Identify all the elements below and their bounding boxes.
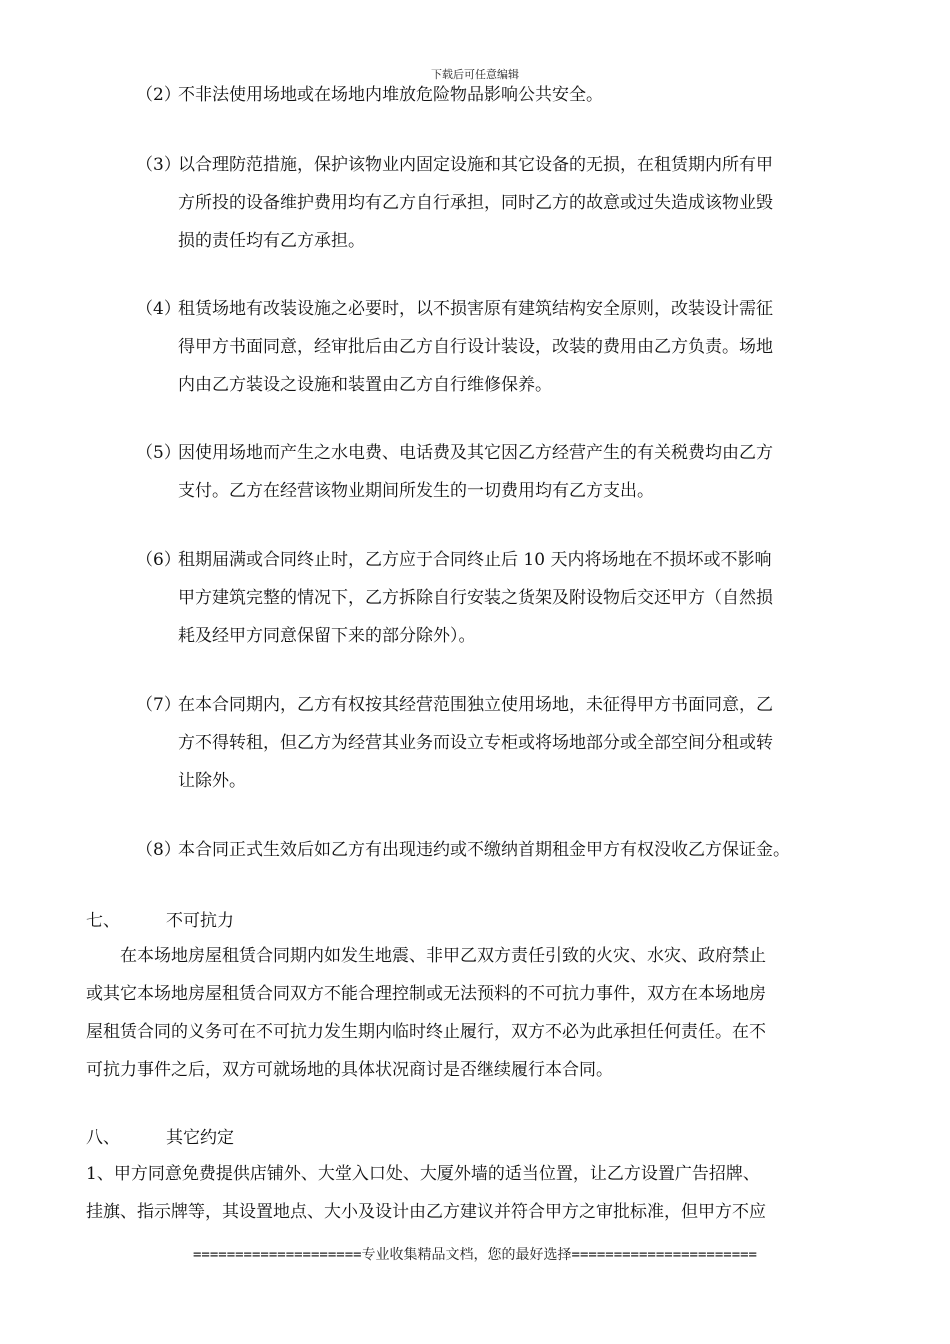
paragraph-line: 可抗力事件之后，双方可就场地的具体状况商讨是否继续履行本合同。: [86, 1060, 613, 1080]
clause-line: 损的责任均有乙方承担。: [178, 231, 365, 251]
clause-line: 不非法使用场地或在场地内堆放危险物品影响公共安全。: [178, 85, 603, 105]
clause-number: （4）: [136, 299, 181, 319]
clause-line: 租期届满或合同终止时，乙方应于合同终止后 10 天内将场地在不损坏或不影响: [178, 550, 772, 570]
clause-text: [136, 76, 876, 114]
clause-item-3: [136, 146, 876, 260]
clause-number: （5）: [136, 443, 181, 463]
clause-line: 甲方建筑完整的情况下，乙方拆除自行安装之货架及附设物后交还甲方（自然损: [178, 588, 773, 608]
clause-number: （8）: [136, 840, 181, 860]
clause-line: 租赁场地有改装设施之必要时，以不损害原有建筑结构安全原则，改装设计需征: [178, 299, 773, 319]
clause-item-7: [136, 686, 876, 800]
page-footer: ====================专业收集精品文档，您的最好选择======================: [192, 1247, 757, 1263]
section-heading-8: [86, 1123, 234, 1153]
clause-text: [136, 686, 876, 800]
clause-line: 本合同正式生效后如乙方有出现违约或不缴纳首期租金甲方有权没收乙方保证金。: [178, 840, 790, 860]
clause-item-8: [136, 831, 876, 869]
clause-line: 在本合同期内，乙方有权按其经营范围独立使用场地，未征得甲方书面同意，乙: [178, 695, 773, 715]
clause-text: [136, 290, 876, 404]
clause-line: 内由乙方装设之设施和装置由乙方自行维修保养。: [178, 375, 552, 395]
clause-item-5: [136, 434, 876, 510]
clause-item-4: [136, 290, 876, 404]
paragraph-line: 在本场地房屋租赁合同期内如发生地震、非甲乙双方责任引致的火灾、水灾、政府禁止: [86, 946, 766, 966]
clause-number: （7）: [136, 695, 181, 715]
paragraph-line: 1、甲方同意免费提供店铺外、大堂入口处、大厦外墙的适当位置，让乙方设置广告招牌、: [86, 1164, 760, 1184]
clause-text: [136, 146, 876, 260]
section-title: 不可抗力: [166, 911, 234, 931]
paragraph-line: 或其它本场地房屋租赁合同双方不能合理控制或无法预料的不可抗力事件，双方在本场地房: [86, 984, 766, 1004]
clause-number: （2）: [136, 85, 181, 105]
clause-line: 支付。乙方在经营该物业期间所发生的一切费用均有乙方支出。: [178, 481, 654, 501]
clause-line: 方不得转租，但乙方为经营其业务而设立专柜或将场地部分或全部空间分租或转: [178, 733, 773, 753]
clause-text: [136, 831, 876, 869]
clause-line: 方所投的设备维护费用均有乙方自行承担，同时乙方的故意或过失造成该物业毁: [178, 193, 773, 213]
clause-item-2: [136, 76, 876, 114]
section-title: 其它约定: [166, 1128, 234, 1148]
section-number: 八、: [86, 1128, 120, 1148]
clause-text: [136, 541, 876, 655]
paragraph-line: 挂旗、指示牌等，其设置地点、大小及设计由乙方建议并符合甲方之审批标准，但甲方不应: [86, 1202, 766, 1222]
section-paragraph-7: [86, 937, 886, 1089]
clause-line: 以合理防范措施，保护该物业内固定设施和其它设备的无损，在租赁期内所有甲: [178, 155, 773, 175]
clause-text: [136, 434, 876, 510]
clause-line: 得甲方书面同意，经审批后由乙方自行设计装设，改装的费用由乙方负责。场地: [178, 337, 773, 357]
clause-number: （3）: [136, 155, 181, 175]
clause-line: 因使用场地而产生之水电费、电话费及其它因乙方经营产生的有关税费均由乙方: [178, 443, 773, 463]
clause-line: 耗及经甲方同意保留下来的部分除外）。: [178, 626, 476, 646]
section-heading-7: [86, 906, 234, 936]
section-number: 七、: [86, 911, 120, 931]
clause-item-6: [136, 541, 876, 655]
clause-line: 让除外。: [178, 771, 246, 791]
section-paragraph-8: [86, 1155, 886, 1231]
header-note: 下载后可任意编辑: [431, 68, 519, 81]
clause-number: （6）: [136, 550, 181, 570]
paragraph-line: 屋租赁合同的义务可在不可抗力发生期内临时终止履行，双方不必为此承担任何责任。在不: [86, 1022, 766, 1042]
